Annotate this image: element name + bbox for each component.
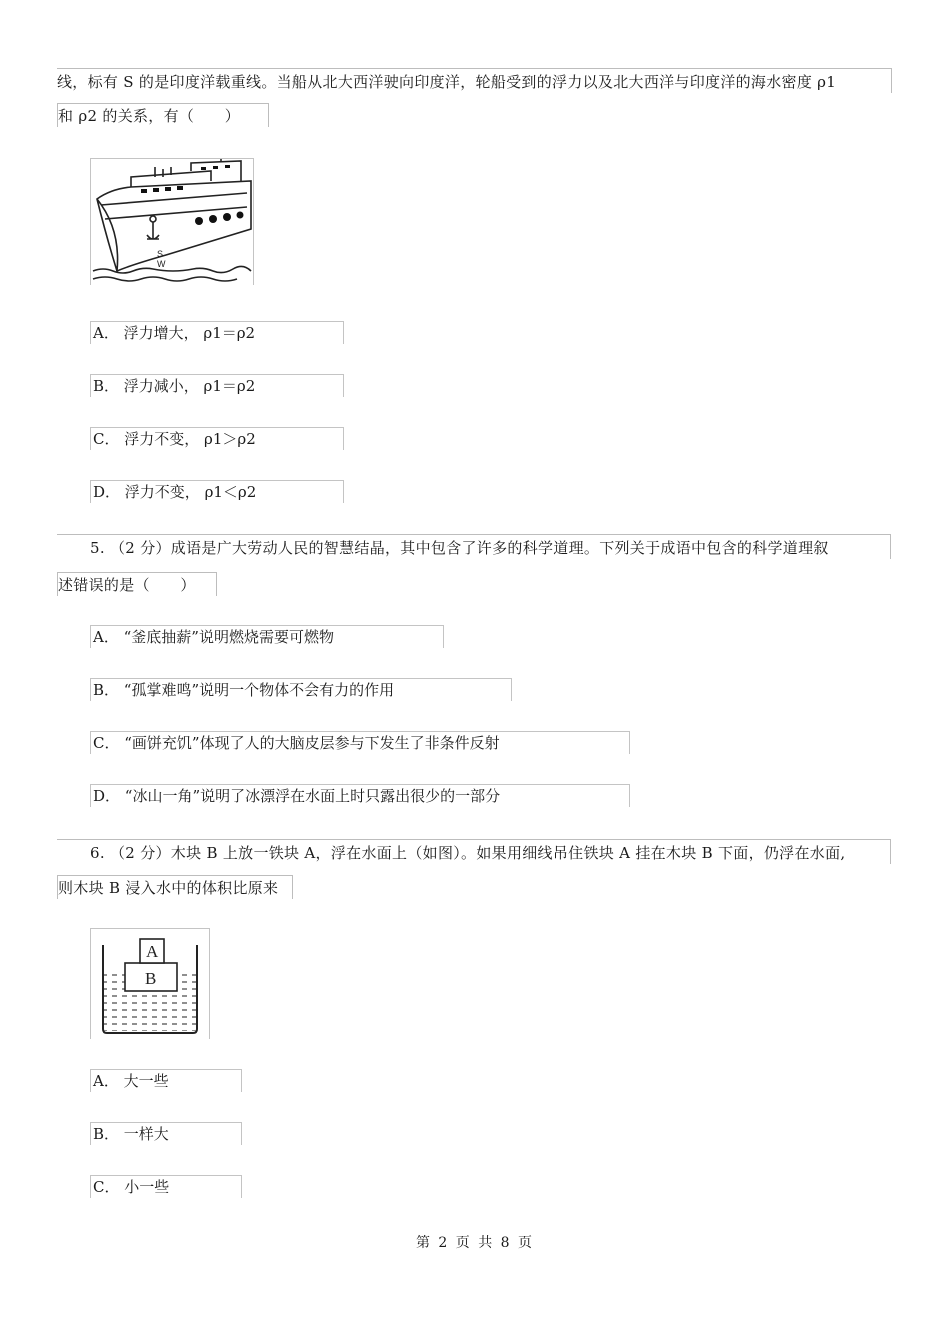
q6-stem-line1: 6. （2 分）木块 B 上放一铁块 A，浮在水面上（如图）。如果用细线吊住铁块 A 挂在木块 B 下面，仍浮在水面, bbox=[57, 839, 891, 864]
q4-option-d[interactable]: D． 浮力不变， ρ1＜ρ2 bbox=[90, 480, 344, 503]
ship-figure bbox=[90, 158, 254, 285]
q6-option-b[interactable]: B． 一样大 bbox=[90, 1122, 242, 1145]
block-a-label: A bbox=[146, 942, 159, 961]
q4-option-b[interactable]: B． 浮力减小， ρ1＝ρ2 bbox=[90, 374, 344, 397]
q4-stem-line1: 线，标有 S 的是印度洋载重线。当船从北大西洋驶向印度洋，轮船受到的浮力以及北大西洋与印度洋的海水密度 ρ1 bbox=[57, 68, 892, 93]
q5-stem-line1: 5. （2 分）成语是广大劳动人民的智慧结晶，其中包含了许多的科学道理。下列关于成语中包含的科学道理叙 bbox=[57, 534, 891, 559]
blocks-drawing bbox=[91, 929, 209, 1039]
q5-option-d[interactable]: D． “冰山一角”说明了冰漂浮在水面上时只露出很少的一部分 bbox=[90, 784, 630, 807]
q6-option-c[interactable]: C． 小一些 bbox=[90, 1175, 242, 1198]
q5-option-b[interactable]: B． “孤掌难鸣”说明一个物体不会有力的作用 bbox=[90, 678, 512, 701]
q4-stem-line2: 和 ρ2 的关系，有（ ） bbox=[57, 103, 269, 127]
block-b-label: B bbox=[145, 969, 157, 988]
q4-option-c[interactable]: C． 浮力不变， ρ1＞ρ2 bbox=[90, 427, 344, 450]
q5-option-c[interactable]: C． “画饼充饥”体现了人的大脑皮层参与下发生了非条件反射 bbox=[90, 731, 630, 754]
q6-stem-line2: 则木块 B 浸入水中的体积比原来 bbox=[57, 875, 293, 899]
q6-option-a[interactable]: A． 大一些 bbox=[90, 1069, 242, 1092]
ship-mark-w: W bbox=[157, 259, 166, 269]
q5-option-a[interactable]: A． “釜底抽薪”说明燃烧需要可燃物 bbox=[90, 625, 444, 648]
ship-mark-s: S bbox=[157, 249, 164, 259]
blocks-figure bbox=[90, 928, 210, 1039]
q4-option-a[interactable]: A． 浮力增大， ρ1＝ρ2 bbox=[90, 321, 344, 344]
ship-drawing bbox=[91, 159, 253, 285]
page-footer: 第 2 页 共 8 页 bbox=[415, 1235, 535, 1251]
q5-stem-line2: 述错误的是（ ） bbox=[57, 572, 217, 596]
